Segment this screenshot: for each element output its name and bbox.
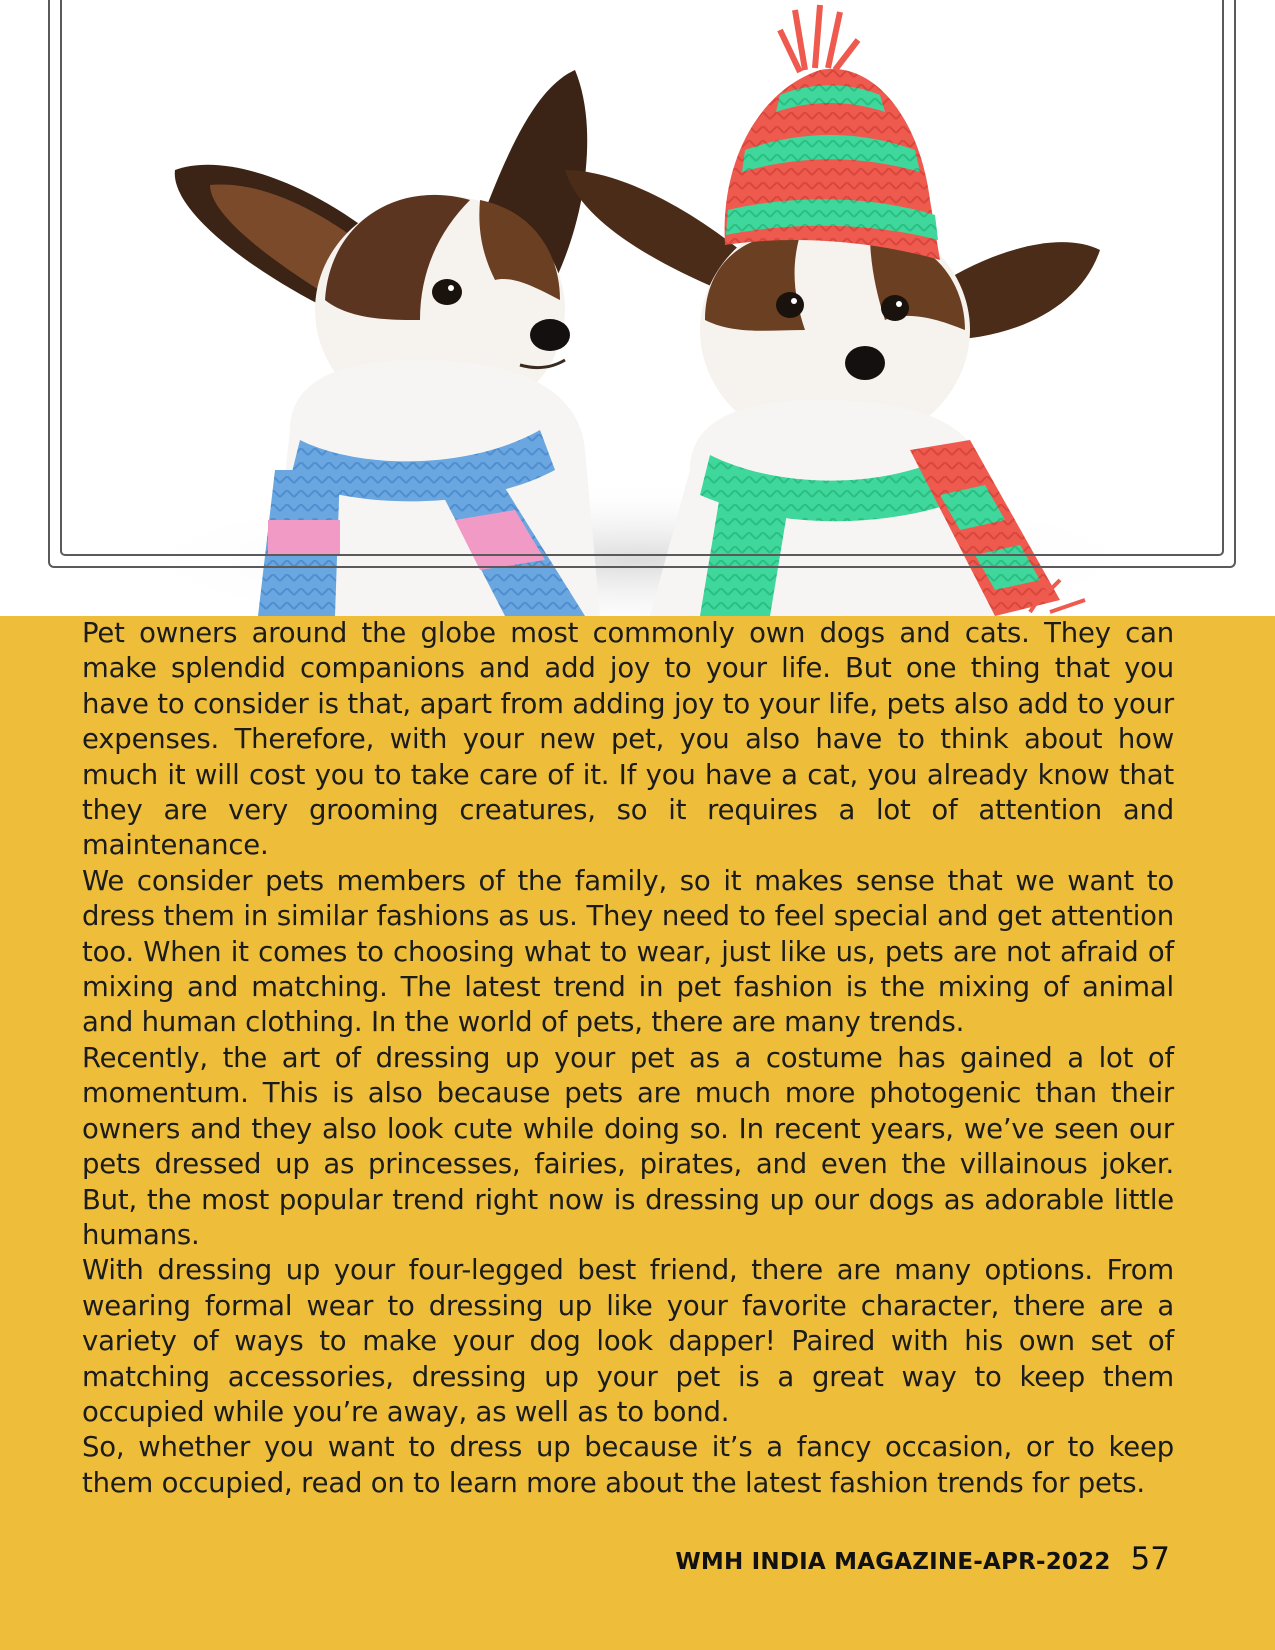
article-paragraph-5: So, whether you want to dress up because it’s a fancy occasion, or to keep them occupied, read on to learn more about the latest fashion trends for pets. [82, 1431, 1174, 1499]
hero-photo-area [0, 0, 1275, 616]
article-paragraph-3: Recently, the art of dressing up your pet as a costume has gained a lot of momentum. This is also because pets are much more photogenic than their owners and they also look cute while doing so. In recent years, we’ve seen our pets dressed up as princesses, fairies, pirates, and even the villainous joker. But, the most popular trend right now is dressing up our dogs as adorable little humans. [82, 1041, 1174, 1251]
article-paragraph-4: With dressing up your four-legged best friend, there are many options. From wearing formal wear to dressing up like your favorite character, there are a variety of ways to make your dog look dapper! Paired with his own set of matching accessories, dressing up your pet is a great way to keep them occupied while you’re away, as well as to bond. [82, 1254, 1174, 1428]
article-paragraph-2: We consider pets members of the family, so it makes sense that we want to dress them in similar fashions as us. They need to feel special and get attention too. When it comes to choosing what to wear, just like us, pets are not afraid of mixing and matching. The latest trend in pet fashion is the mixing of animal and human clothing. In the world of pets, there are many trends. [82, 864, 1174, 1039]
article-paragraph-1: Pet owners around the globe most commonly own dogs and cats. They can make splendid companions and add joy to your life. But one thing that you have to consider is that, apart from adding joy to your life, pets also add to your expenses. Therefore, with your new pet, you also have to think about how much it will cost you to take care of it. If you have a cat, you already know that they are very grooming creatures, so it requires a lot of attention and maintenance. [82, 617, 1174, 862]
article-body [82, 616, 1174, 1501]
page-footer [675, 1541, 1170, 1577]
decorative-frame-inner [60, 0, 1224, 556]
magazine-issue-label: WMH INDIA MAGAZINE-APR-2022 [675, 1549, 1111, 1575]
page-number: 57 [1130, 1541, 1170, 1577]
